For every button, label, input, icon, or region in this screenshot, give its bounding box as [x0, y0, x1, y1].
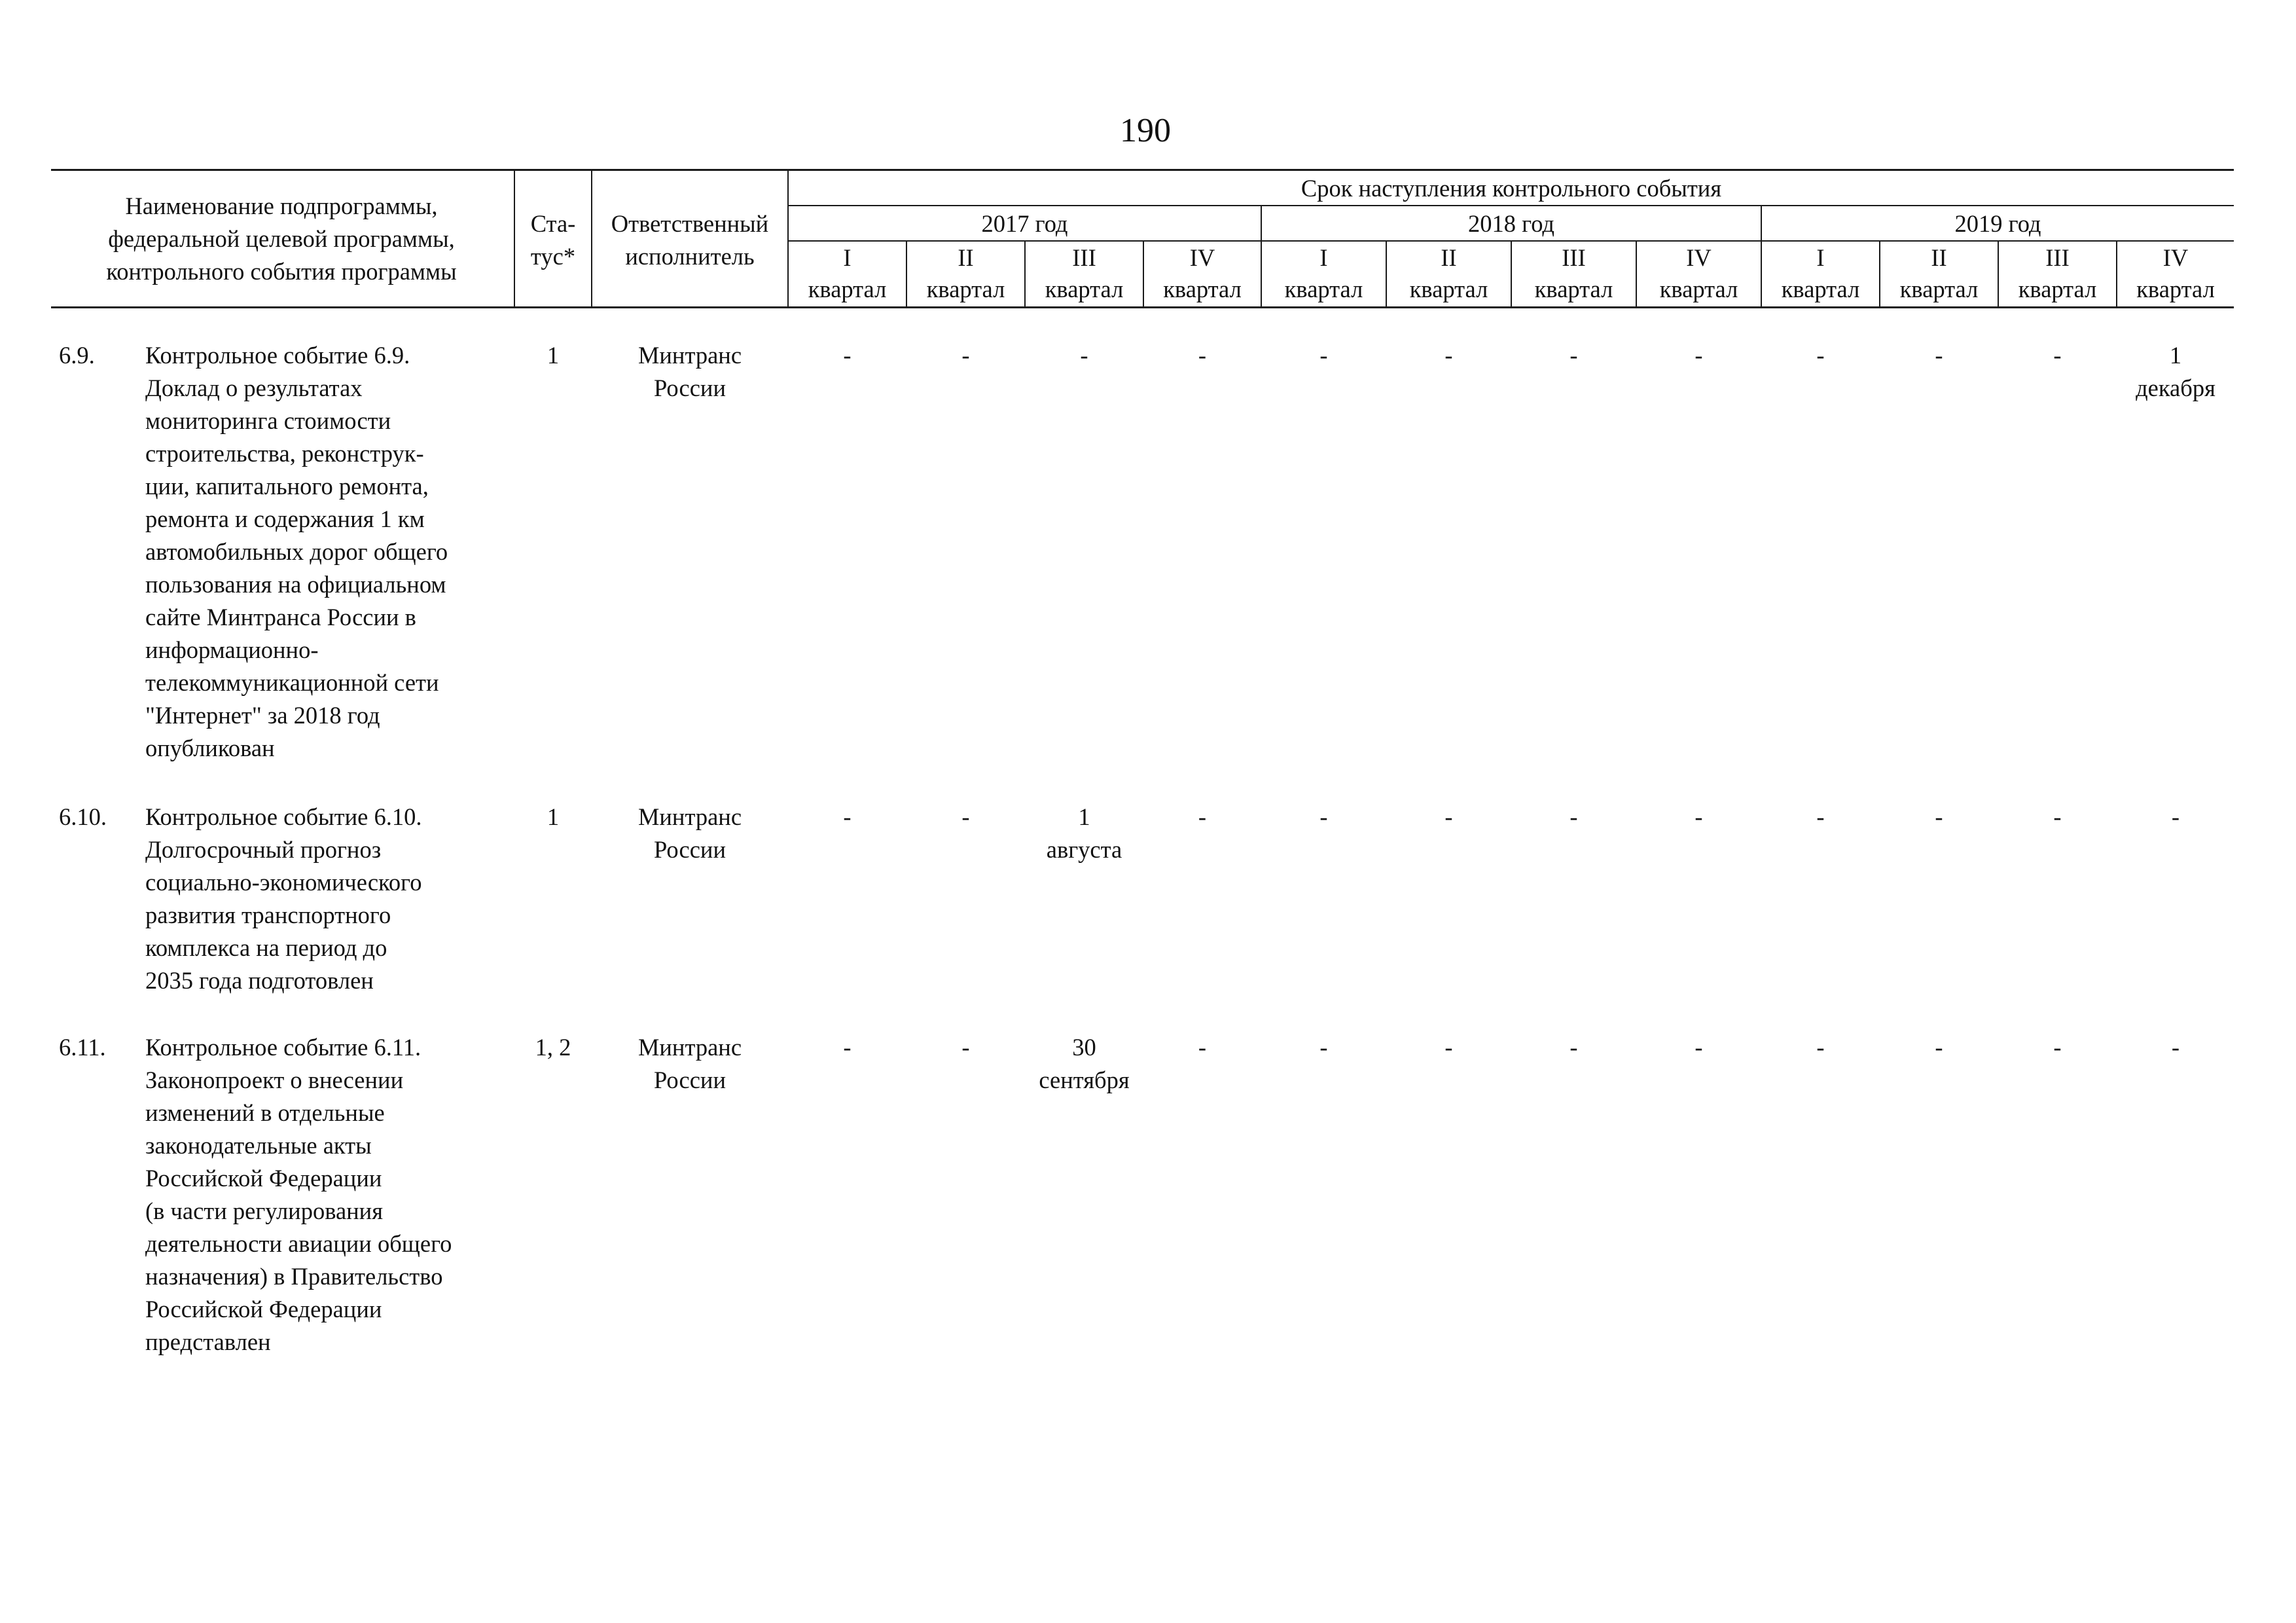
row-quarter-cell: -: [2053, 1034, 2062, 1061]
row-quarter-cell: -: [843, 342, 852, 369]
row-quarter-cell: -: [1198, 1034, 1207, 1061]
row-quarter-cell: 30 сентября: [1039, 1034, 1130, 1093]
year-2019: 2019 год: [1954, 210, 2041, 237]
row-status: 1: [547, 803, 560, 830]
row-number: 6.9.: [59, 342, 95, 369]
quarter-word: квартал: [1284, 276, 1363, 302]
row-number: 6.10.: [59, 803, 107, 830]
row-quarter-cell: -: [1570, 803, 1578, 830]
row-quarter-cell: -: [1935, 1034, 1943, 1061]
quarter-word: квартал: [1409, 276, 1488, 302]
quarter-word: квартал: [926, 276, 1005, 302]
header-status: Ста- тус*: [530, 210, 576, 270]
quarter-numeral: II: [1931, 244, 1947, 271]
quarter-numeral: III: [1562, 244, 1586, 271]
quarter-word: квартал: [1045, 276, 1124, 302]
quarter-word: квартал: [1659, 276, 1738, 302]
row-event-name: Контрольное событие 6.11. Законопроект о внесении изменений в отдельные законодательные акты Российской Федерации (в части регулирования деятельности авиации общего назначения) в Правительство Российской Федерации представлен: [145, 1034, 452, 1355]
quarter-word: квартал: [1899, 276, 1979, 302]
col-divider: [514, 169, 515, 308]
quarter-word: квартал: [1163, 276, 1242, 302]
deadline-rule: [789, 205, 2234, 206]
row-quarter-cell: -: [1935, 803, 1943, 830]
row-quarter-cell: -: [1816, 803, 1825, 830]
row-event-name: Контрольное событие 6.9. Доклад о результатах мониторинга стоимости строительства, реконструк- ции, капитального ремонта, ремонта и содержания 1 км автомобильных дорог общего пользования на официальном сайте Минтранса России в информационно- телекоммуникационной сети "Интернет" за 2018 год опубликован: [145, 342, 448, 761]
row-quarter-cell: -: [1319, 342, 1328, 369]
quarter-header: [1262, 242, 1386, 305]
quarter-numeral: III: [1072, 244, 1096, 271]
quarter-header: [789, 242, 906, 305]
row-status: 1: [547, 342, 560, 369]
row-quarter-cell: -: [1444, 342, 1453, 369]
row-quarter-cell: -: [961, 803, 970, 830]
row-quarter-cell: -: [1695, 342, 1703, 369]
quarter-header: [1387, 242, 1511, 305]
quarter-word: квартал: [2136, 276, 2215, 302]
row-quarter-cell: -: [2053, 342, 2062, 369]
row-quarter-cell: -: [1319, 1034, 1328, 1061]
quarter-numeral: IV: [1686, 244, 1712, 271]
quarter-word: квартал: [1534, 276, 1613, 302]
quarter-numeral: I: [843, 244, 852, 271]
header-deadline: Срок наступления контрольного события: [1300, 175, 1722, 202]
table-top-rule: [51, 169, 2234, 171]
row-quarter-cell: -: [1570, 342, 1578, 369]
year-2018: 2018 год: [1468, 210, 1554, 237]
quarter-numeral: IV: [1189, 244, 1215, 271]
quarter-header: [1880, 242, 1998, 305]
row-quarter-cell: -: [2171, 1034, 2180, 1061]
year-2017: 2017 год: [981, 210, 1068, 237]
row-quarter-cell: -: [961, 1034, 970, 1061]
row-executor: Минтранс России: [637, 1034, 742, 1093]
row-quarter-cell: -: [1198, 803, 1207, 830]
quarter-numeral: IV: [2162, 244, 2189, 271]
quarter-numeral: I: [1816, 244, 1825, 271]
quarter-header: [1144, 242, 1261, 305]
row-quarter-cell: -: [1816, 342, 1825, 369]
quarter-header: [1637, 242, 1761, 305]
row-quarter-cell: -: [2171, 803, 2180, 830]
row-quarter-cell: -: [843, 803, 852, 830]
quarter-numeral: II: [1441, 244, 1457, 271]
page-number: 190: [1120, 112, 1171, 149]
quarter-header: [2117, 242, 2234, 305]
row-quarter-cell: -: [1444, 803, 1453, 830]
row-quarter-cell: -: [1695, 1034, 1703, 1061]
row-quarter-cell: 1 августа: [1046, 803, 1122, 863]
row-quarter-cell: -: [1444, 1034, 1453, 1061]
quarter-word: квартал: [808, 276, 887, 302]
quarter-header: [1999, 242, 2116, 305]
row-quarter-cell: -: [1695, 803, 1703, 830]
row-quarter-cell: -: [1935, 342, 1943, 369]
row-executor: Минтранс России: [637, 803, 742, 863]
quarter-numeral: II: [958, 244, 974, 271]
quarter-header: [1762, 242, 1879, 305]
header-name: Наименование подпрограммы, федеральной целевой программы, контрольного события программы: [106, 192, 457, 285]
quarter-word: квартал: [2018, 276, 2097, 302]
row-quarter-cell: 1 декабря: [2136, 342, 2215, 401]
row-quarter-cell: -: [1198, 342, 1207, 369]
col-divider: [591, 169, 592, 308]
row-event-name: Контрольное событие 6.10. Долгосрочный прогноз социально-экономического развития транспортного комплекса на период до 2035 года подготовлен: [145, 803, 422, 994]
quarter-numeral: I: [1319, 244, 1328, 271]
header-executor: Ответственный исполнитель: [611, 210, 769, 270]
quarter-header: [907, 242, 1024, 305]
row-executor: Минтранс России: [637, 342, 742, 401]
row-quarter-cell: -: [1816, 1034, 1825, 1061]
row-quarter-cell: -: [1319, 803, 1328, 830]
row-number: 6.11.: [59, 1034, 106, 1061]
row-quarter-cell: -: [1080, 342, 1088, 369]
row-quarter-cell: -: [2053, 803, 2062, 830]
row-quarter-cell: -: [1570, 1034, 1578, 1061]
quarter-numeral: III: [2045, 244, 2070, 271]
quarter-word: квартал: [1781, 276, 1860, 302]
quarter-header: [1512, 242, 1636, 305]
row-quarter-cell: -: [961, 342, 970, 369]
row-status: 1, 2: [535, 1034, 571, 1061]
quarter-header: [1026, 242, 1143, 305]
row-quarter-cell: -: [843, 1034, 852, 1061]
